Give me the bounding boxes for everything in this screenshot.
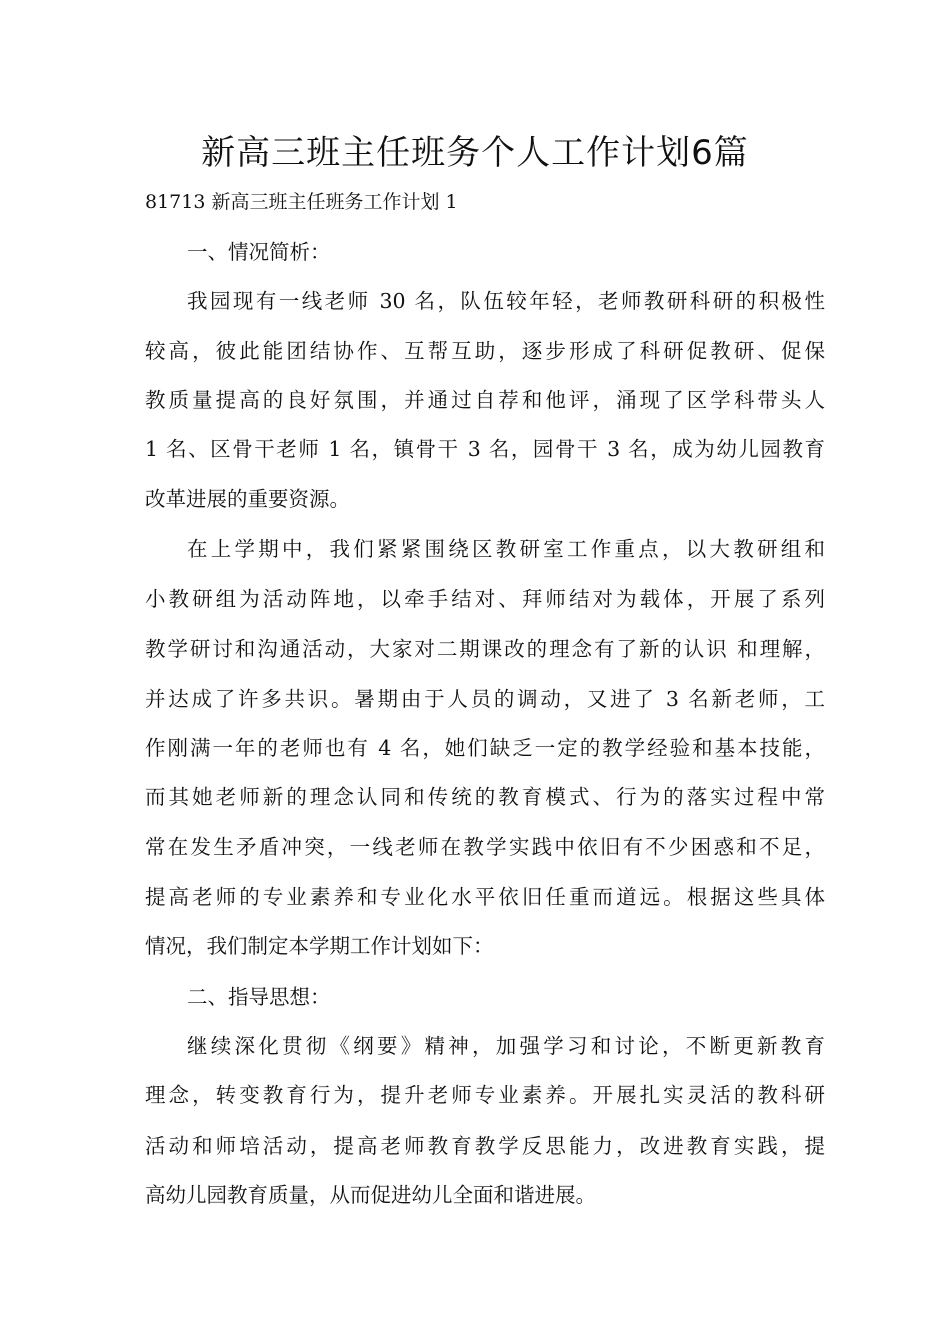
paragraph-line: 改革进展的重要资源。 — [145, 487, 350, 511]
paragraph-line: 在上学期中，我们紧紧围绕区教研室工作重点，以大教研组和 — [187, 537, 825, 561]
paragraph-line: 情况，我们制定本学期工作计划如下： — [145, 934, 494, 958]
paragraph-line: 1 名、区骨干老师 1 名，镇骨干 3 名，园骨干 3 名，成为幼儿园教育 — [145, 437, 825, 461]
paragraph-line: 活动和师培活动，提高老师教育教学反思能力，改进教育实践，提 — [145, 1134, 825, 1158]
paragraph-line: 常在发生矛盾冲突，一线老师在教学实践中依旧有不少困惑和不足， — [145, 835, 825, 859]
paragraph-line: 高幼儿园教育质量，从而促进幼儿全面和谐进展。 — [145, 1183, 596, 1207]
paragraph-line: 我园现有一线老师 30 名，队伍较年轻，老师教研科研的积极性 — [187, 289, 825, 313]
paragraph-line: 继续深化贯彻《纲要》精神，加强学习和讨论，不断更新教育 — [187, 1034, 825, 1058]
paragraph-line: 而其她老师新的理念认同和传统的教育模式、行为的落实过程中常 — [145, 785, 825, 809]
paragraph-line: 较高，彼此能团结协作、互帮互助，逐步形成了科研促教研、促保 — [145, 339, 825, 363]
paragraph-line: 小教研组为活动阵地，以牵手结对、拜师结对为载体，开展了系列 — [145, 587, 825, 611]
paragraph-line: 教学研讨和沟通活动，大家对二期课改的理念有了新的认识 和理解， — [145, 637, 825, 661]
document-subtitle: 81713 新高三班主任班务工作计划 1 — [145, 191, 458, 213]
paragraph-line: 并达成了许多共识。暑期由于人员的调动，又进了 3 名新老师，工 — [145, 687, 825, 711]
paragraph-line: 教质量提高的良好氛围，并通过自荐和他评，涌现了区学科带头人 — [145, 388, 825, 412]
paragraph-line: 作刚满一年的老师也有 4 名，她们缺乏一定的教学经验和基本技能， — [145, 736, 825, 760]
section-heading-situation: 一、情况简析： — [187, 240, 331, 264]
document-title: 新高三班主任班务个人工作计划6篇 — [201, 133, 749, 173]
paragraph-line: 提高老师的专业素养和专业化水平依旧任重而道远。根据这些具体 — [145, 885, 825, 909]
section-heading-guiding-thought: 二、指导思想： — [187, 985, 331, 1009]
paragraph-line: 理念，转变教育行为，提升老师专业素养。开展扎实灵活的教科研 — [145, 1083, 825, 1107]
